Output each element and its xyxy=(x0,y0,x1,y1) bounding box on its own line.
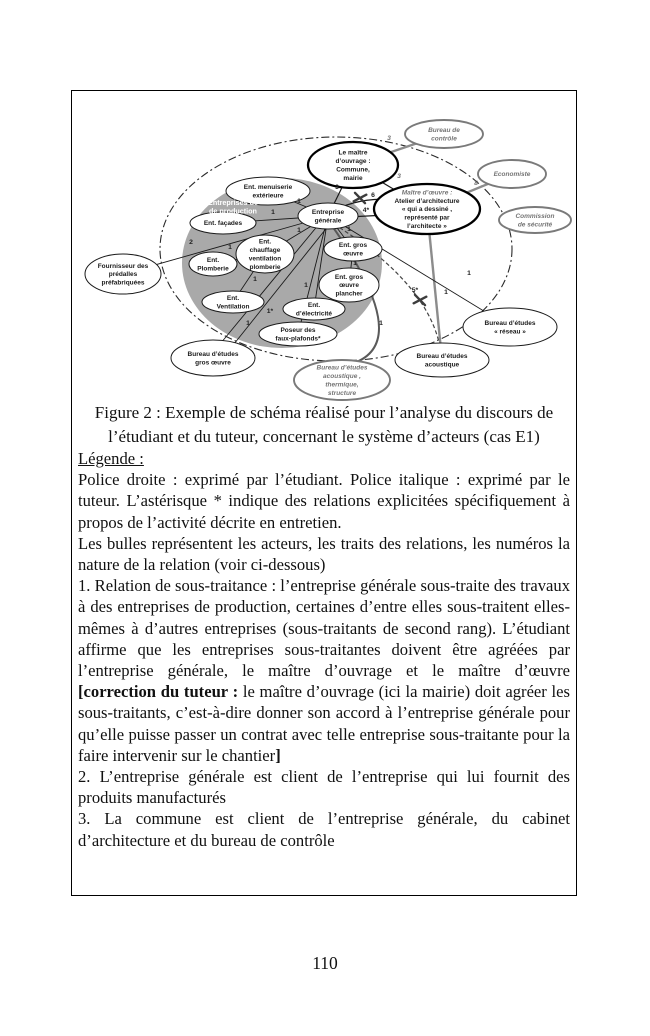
edge-label-eg-bego-b: 1* xyxy=(266,308,274,315)
edge-label-eg-chauf: 1 xyxy=(297,227,301,234)
legend-heading: Légende : xyxy=(78,449,144,468)
edge-label-fou-eg: 2 xyxy=(189,239,193,246)
node-label-ent-chauffage: Ent. chauffage ventilation plomberie xyxy=(248,238,282,271)
node-label-ent-gros-oeuvre-plancher: Ent. gros œuvre plancher xyxy=(334,273,364,298)
node-label-ent-facades: Ent. façades xyxy=(203,220,243,228)
edge-label-mo-eg: 3 xyxy=(335,184,339,191)
page-number: 110 xyxy=(312,953,338,973)
edge-label-eg-moe-4: 4* xyxy=(362,207,370,214)
node-label-be-acoustique-thermique: Bureau d’études acoustique , thermique, structure xyxy=(316,364,368,397)
figure-caption: Figure 2 : Exemple de schéma réalisé pour l’analyse du discours de l’étudiant et du tuteur, concernant le système d’acteurs (cas E1) xyxy=(94,403,554,446)
node-label-fournisseur-predalles: Fournisseur des prédalles préfabriquées xyxy=(97,262,149,287)
edge-label-mo-moe: 3 xyxy=(397,173,401,180)
edge-label-mo-bdc: 3 xyxy=(387,135,391,142)
node-be-reseau xyxy=(463,308,557,346)
node-label-entreprise-generale: Entreprise générale xyxy=(311,209,345,225)
node-label-maitre-ouvrage: Le maître d’ouvrage : Commune, mairie xyxy=(335,149,371,182)
edge-label-chauf-vent: 1 xyxy=(253,276,257,283)
edge-label-moe-beac: 1 xyxy=(444,289,448,296)
node-label-poseur-faux-plafonds: Poseur des faux-plafonds* xyxy=(275,327,321,343)
node-label-economiste: Economiste xyxy=(493,171,531,179)
legend-paragraph-4: 2. L’entreprise générale est client de l’entreprise qui lui fournit des produits manufacturés xyxy=(78,767,570,808)
node-label-ent-gros-oeuvre: Ent. gros œuvre xyxy=(338,242,368,258)
edge-label-eg-bere: 1 xyxy=(467,270,471,277)
node-label-be-gros-oeuvre: Bureau d’études gros œuvre xyxy=(187,351,239,367)
actor-diagram xyxy=(72,91,575,401)
node-label-ent-plomberie: Ent. Plomberie xyxy=(197,257,229,273)
edge-label-eg-moe-6: 6 xyxy=(371,192,375,199)
node-label-ent-ventilation: Ent. Ventilation xyxy=(216,295,250,311)
legend-paragraph-1: Police droite : exprimé par l’étudiant. Police italique : exprimé par le tuteur. L’astérisque * indique des relations explicitées spécifiquement à propos de l’activité décrite en entretien. xyxy=(78,470,570,532)
edge-label-eg-fac: 1 xyxy=(271,209,275,216)
edge-label-moe-eco: 8 xyxy=(474,180,478,187)
figure-box xyxy=(71,90,577,896)
edge-label-eg-elec: 1 xyxy=(304,282,308,289)
edge-label-go-gop: 1 xyxy=(353,260,357,267)
node-label-be-acoustique: Bureau d’études acoustique xyxy=(416,353,468,369)
legend-paragraph-5: 3. La commune est client de l’entreprise générale, du cabinet d’architecture et du bureau de contrôle xyxy=(78,809,570,850)
legend-paragraph-3: 1. Relation de sous-traitance : l’entreprise générale sous-traite des travaux à des entreprises de production, certaines d’entre elles sous-traitent elles-mêmes à d’autres entreprises (sous-traitants de second rang). L’étudiant affirme que les entreprises sous-traitantes doivent être agréées par l’entreprise générale, le maître d’ouvrage et le maître d’œuvre [correction du tuteur : le maître d’ouvrage (ici la mairie) doit agréer les sous-traitants, c’est-à-dire donner son accord à l’entreprise générale pour qu’elle puisse passer un contrat avec telle entreprise sous-traitante pour la faire intervenir sur le chantier] xyxy=(78,576,570,765)
edge-label-eg-beats: 1 xyxy=(379,320,383,327)
node-label-bureau-de-controle: Bureau de contrôle xyxy=(428,127,460,143)
node-be-gros-oeuvre xyxy=(171,340,255,376)
edge-label-eg-go: 1 xyxy=(347,226,351,233)
cluster-label: Entreprises de de production xyxy=(208,198,258,216)
node-commission-securite xyxy=(499,207,571,233)
node-be-acoustique xyxy=(395,343,489,377)
node-label-ent-menuiserie: Ent. menuiserie extérieure xyxy=(243,184,293,200)
edge-label-plomb-chauf: 1 xyxy=(228,244,232,251)
node-label-be-reseau: Bureau d’études « réseau » xyxy=(484,320,536,336)
legend-paragraphs xyxy=(78,469,570,851)
edge-label-eg-beac: 5* xyxy=(411,287,419,294)
edge-label-eg-men: 1 xyxy=(297,198,301,205)
edge-label-eg-bego-a: 1 xyxy=(246,320,250,327)
node-bureau-de-controle xyxy=(405,120,483,148)
legend-paragraph-2: Les bulles représentent les acteurs, les traits des relations, les numéros la nature de la relation (voir ci-dessous) xyxy=(78,533,570,575)
node-label-ent-electricite: Ent. d’électricité xyxy=(295,302,333,318)
legend-block xyxy=(72,448,576,851)
node-label-maitre-oeuvre: Maître d’œuvre : Atelier d’architecture « qui a dessiné , représenté par l’architecte » xyxy=(394,189,460,230)
legend-heading-line xyxy=(78,448,570,469)
crossed-out-mark-eg-beac xyxy=(413,294,427,305)
node-label-commission-securite: Commission de sécurité xyxy=(515,213,555,229)
